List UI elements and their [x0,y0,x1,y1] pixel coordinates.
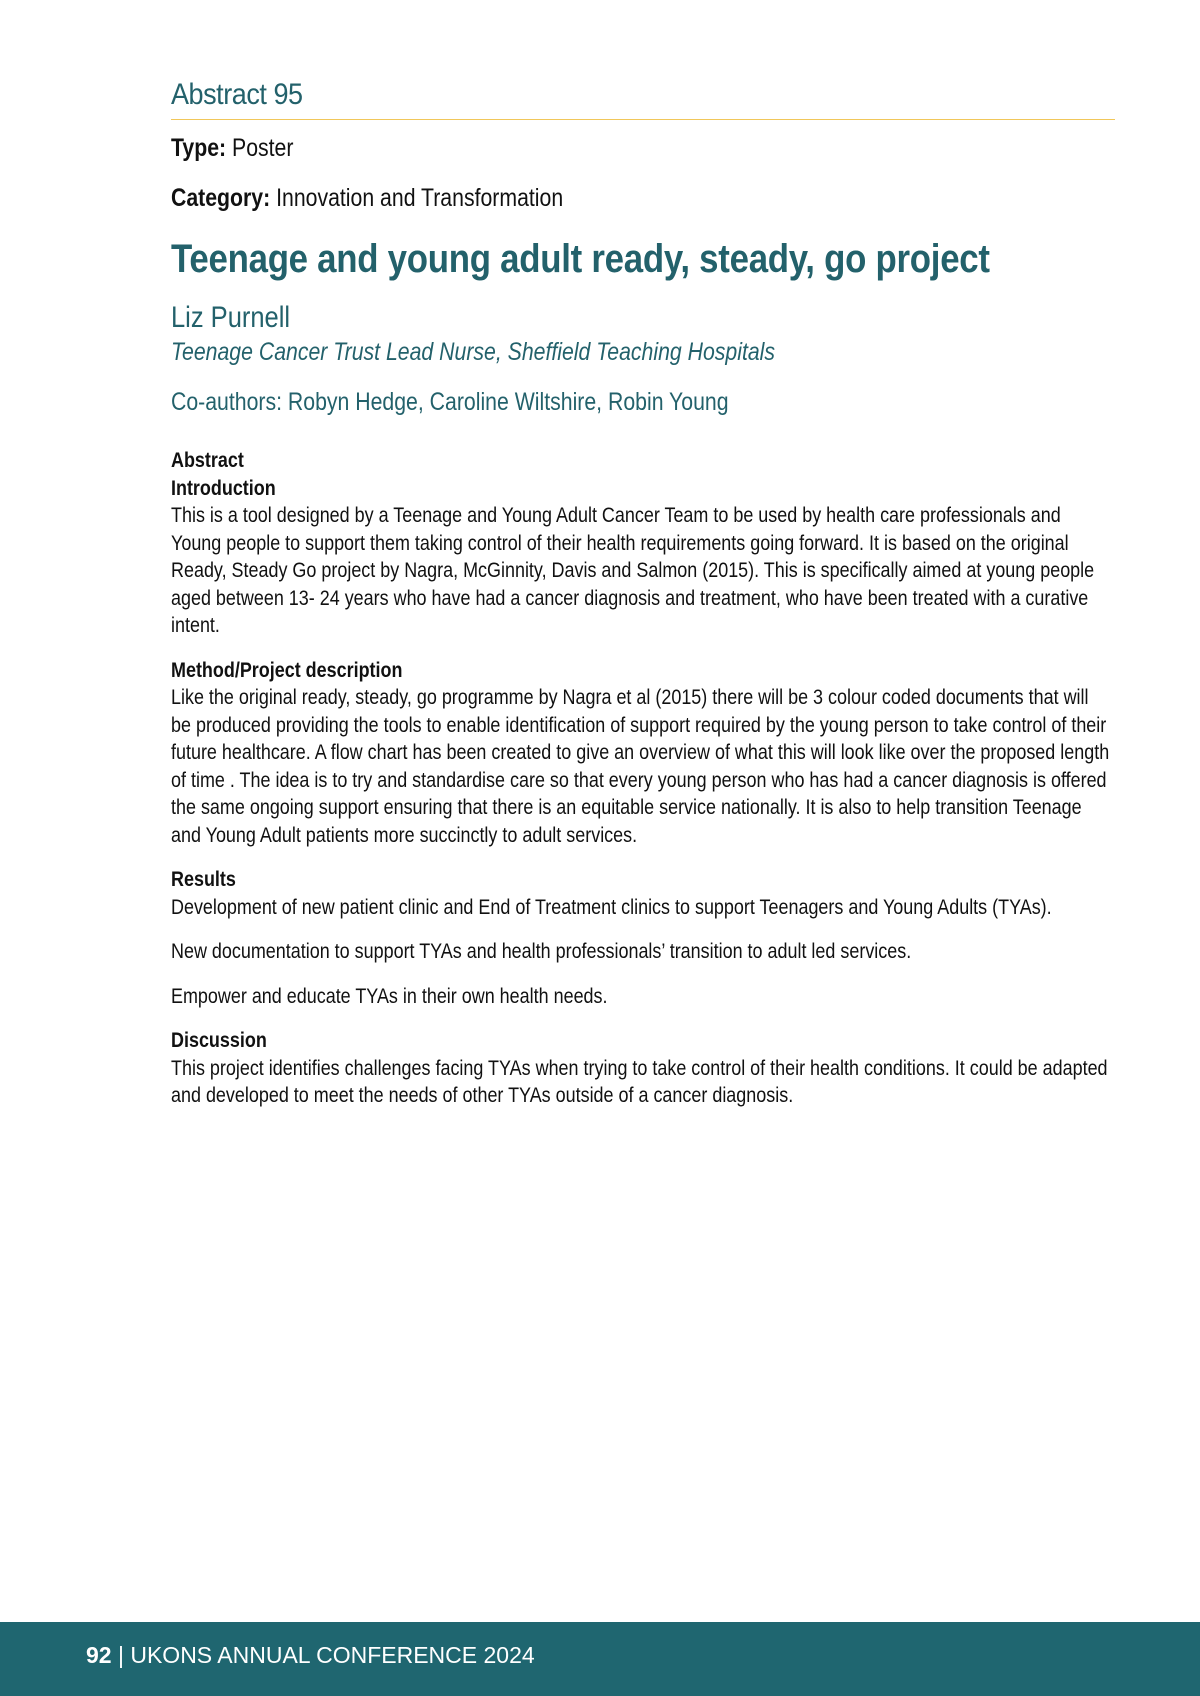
results-item: Development of new patient clinic and End of Treatment clinics to support Teenagers and Young Adults (TYAs). [171,895,1052,919]
type-line [171,134,293,163]
type-value: Poster [232,134,294,162]
page-title: Teenage and young adult ready, steady, go project [171,237,990,281]
abstract-body [171,447,1112,1110]
introduction-text: This is a tool designed by a Teenage and Young Adult Cancer Team to be used by health care professionals and Young people to support them taking control of their health requirements going forward. It is based on the original Ready, Steady Go project by Nagra, McGinnity, Davis and Salmon (2015). This is specifically aimed at young people aged between 13- 24 years who have had a cancer diagnosis and treatment, who have been treated with a curative intent. [171,504,1095,637]
page-footer [0,1622,1200,1696]
results-item: Empower and educate TYAs in their own health needs. [171,984,608,1008]
footer-text [86,1642,535,1669]
category-value: Innovation and Transformation [276,184,564,212]
author-name: Liz Purnell [171,301,291,334]
category-line [171,184,563,213]
conference-name: UKONS ANNUAL CONFERENCE 2024 [130,1642,535,1668]
method-text: Like the original ready, steady, go programme by Nagra et al (2015) there will be 3 colour coded documents that will be produced providing the tools to enable identification of support required by the young person to take control of their future healthcare. A flow chart has been created to give an overview of what this will look like over the proposed length of time . The idea is to try and standardise care so that every young person who has had a cancer diagnosis is offered the same ongoing support ensuring that there is an equitable service nationally. It is also to help transition Teenage and Young Adult patients more succinctly to adult services. [171,686,1110,847]
discussion-heading: Discussion [171,1029,267,1052]
type-label: Type: [171,134,227,162]
results-heading: Results [171,868,236,891]
page-number: 92 [86,1642,112,1668]
category-label: Category: [171,184,271,212]
author-affiliation: Teenage Cancer Trust Lead Nurse, Sheffield Teaching Hospitals [171,338,776,366]
abstract-number: Abstract 95 [171,78,303,111]
header-divider [171,119,1115,120]
method-heading: Method/Project description [171,658,403,682]
discussion-text: This project identifies challenges facing TYAs when trying to take control of their health conditions. It could be adapted and developed to meet the needs of other TYAs outside of a cancer diagnosis. [171,1056,1108,1107]
abstract-heading: Abstract [171,449,244,472]
introduction-heading: Introduction [171,476,276,500]
results-item: New documentation to support TYAs and health professionals’ transition to adult led services. [171,940,912,963]
footer-separator: | [111,1642,131,1668]
coauthors: Co-authors: Robyn Hedge, Caroline Wiltshire, Robin Young [171,388,729,416]
